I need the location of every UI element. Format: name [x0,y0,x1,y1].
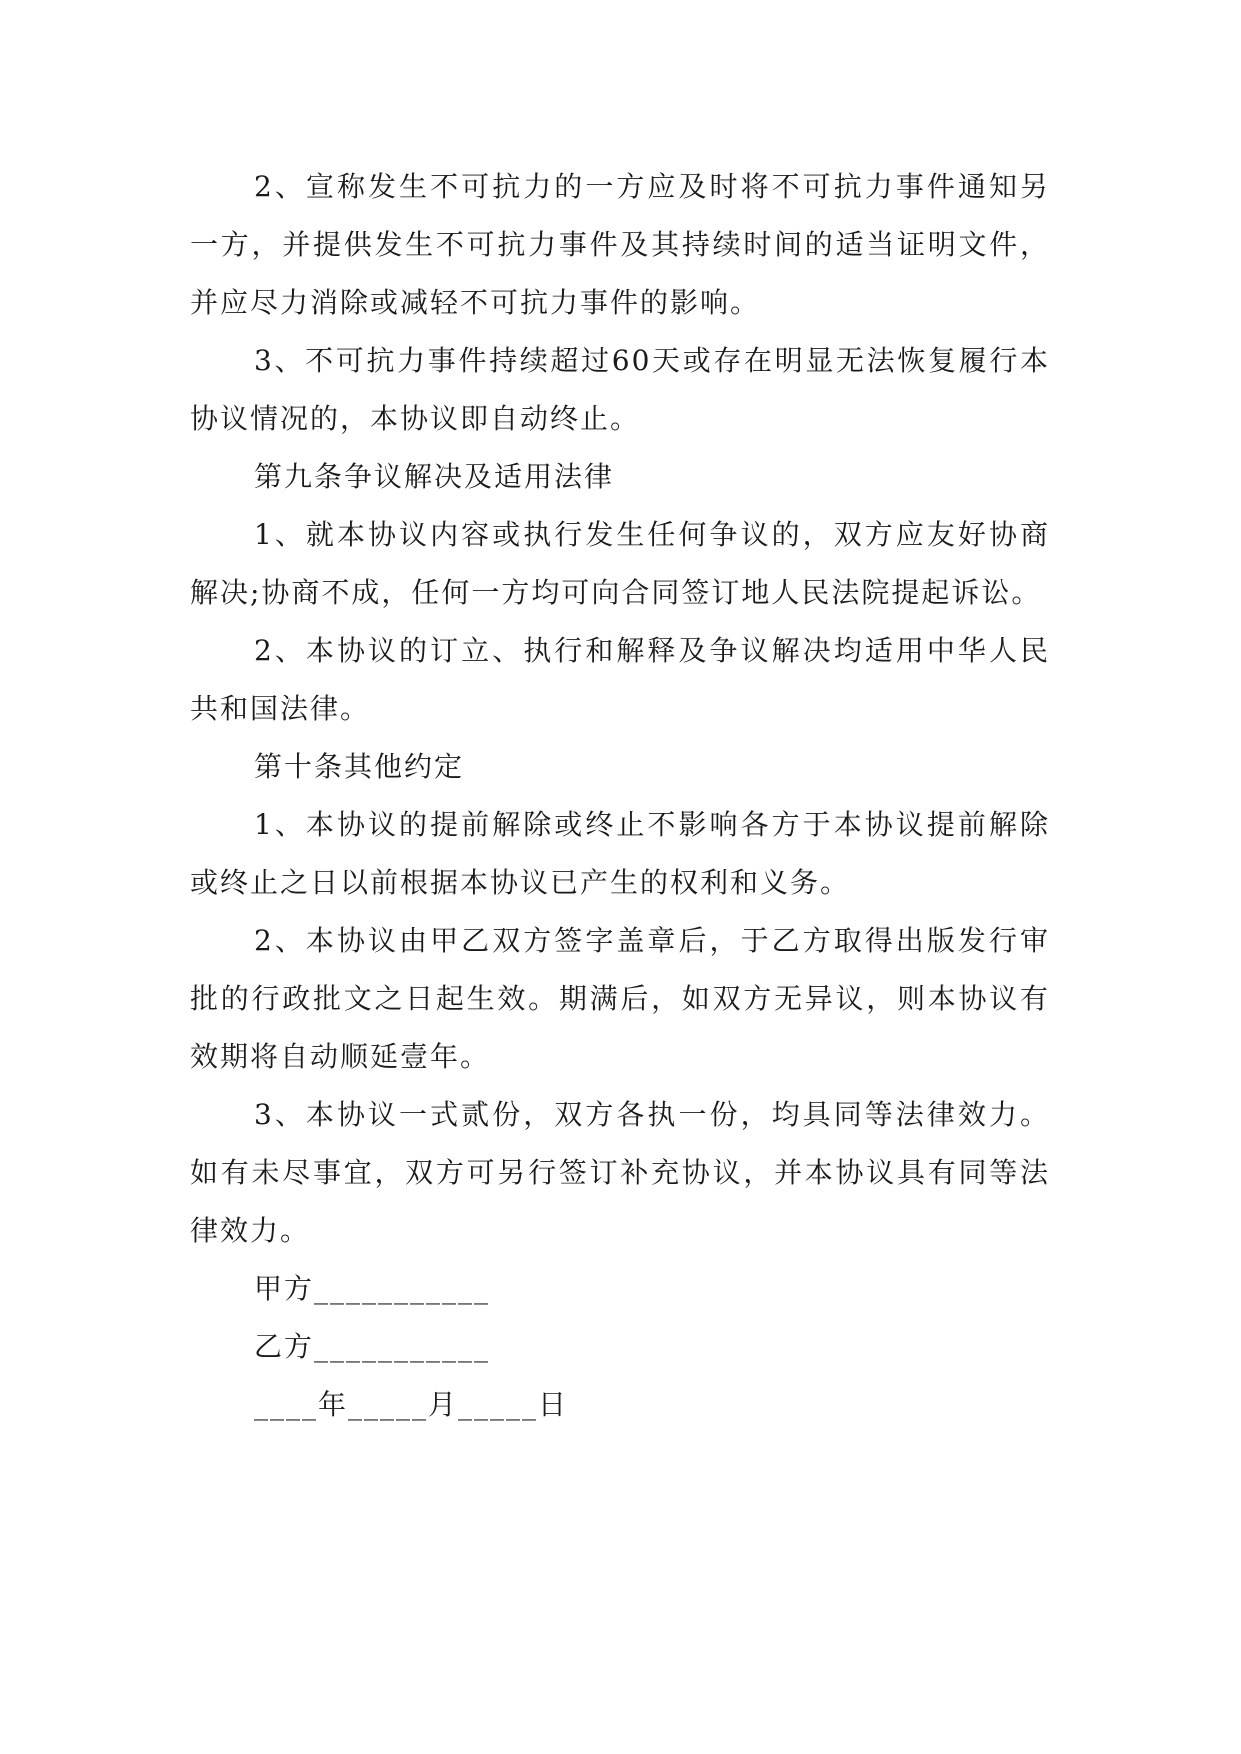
clause9-item-1: 1、就本协议内容或执行发生任何争议的，双方应友好协商解决;协商不成，任何一方均可向合同签订地人民法院提起诉讼。 [190,518,1050,609]
party-a-signature-line: 甲方___________ [254,1272,491,1305]
clause10-item-1: 1、本协议的提前解除或终止不影响各方于本协议提前解除或终止之日以前根据本协议已产生的权利和义务。 [190,808,1050,899]
clause8-item-2: 2、宣称发生不可抗力的一方应及时将不可抗力事件通知另一方，并提供发生不可抗力事件及其持续时间的适当证明文件，并应尽力消除或减轻不可抗力事件的影响。 [190,170,1050,319]
date-line: ____年_____月_____日 [254,1388,569,1421]
clause10-title: 第十条其他约定 [254,750,465,783]
clause10-item-3: 3、本协议一式贰份，双方各执一份，均具同等法律效力。如有未尽事宜，双方可另行签订补充协议，并本协议具有同等法律效力。 [190,1098,1050,1247]
clause10-item-2: 2、本协议由甲乙双方签字盖章后，于乙方取得出版发行审批的行政批文之日起生效。期满后，如双方无异议，则本协议有效期将自动顺延壹年。 [190,924,1050,1073]
clause9-item-2: 2、本协议的订立、执行和解释及争议解决均适用中华人民共和国法律。 [190,634,1050,725]
party-b-signature-line: 乙方___________ [254,1330,491,1363]
document-page [190,158,1050,1434]
clause8-item-3: 3、不可抗力事件持续超过60天或存在明显无法恢复履行本协议情况的，本协议即自动终止。 [190,344,1050,435]
clause9-title: 第九条争议解决及适用法律 [254,460,615,493]
